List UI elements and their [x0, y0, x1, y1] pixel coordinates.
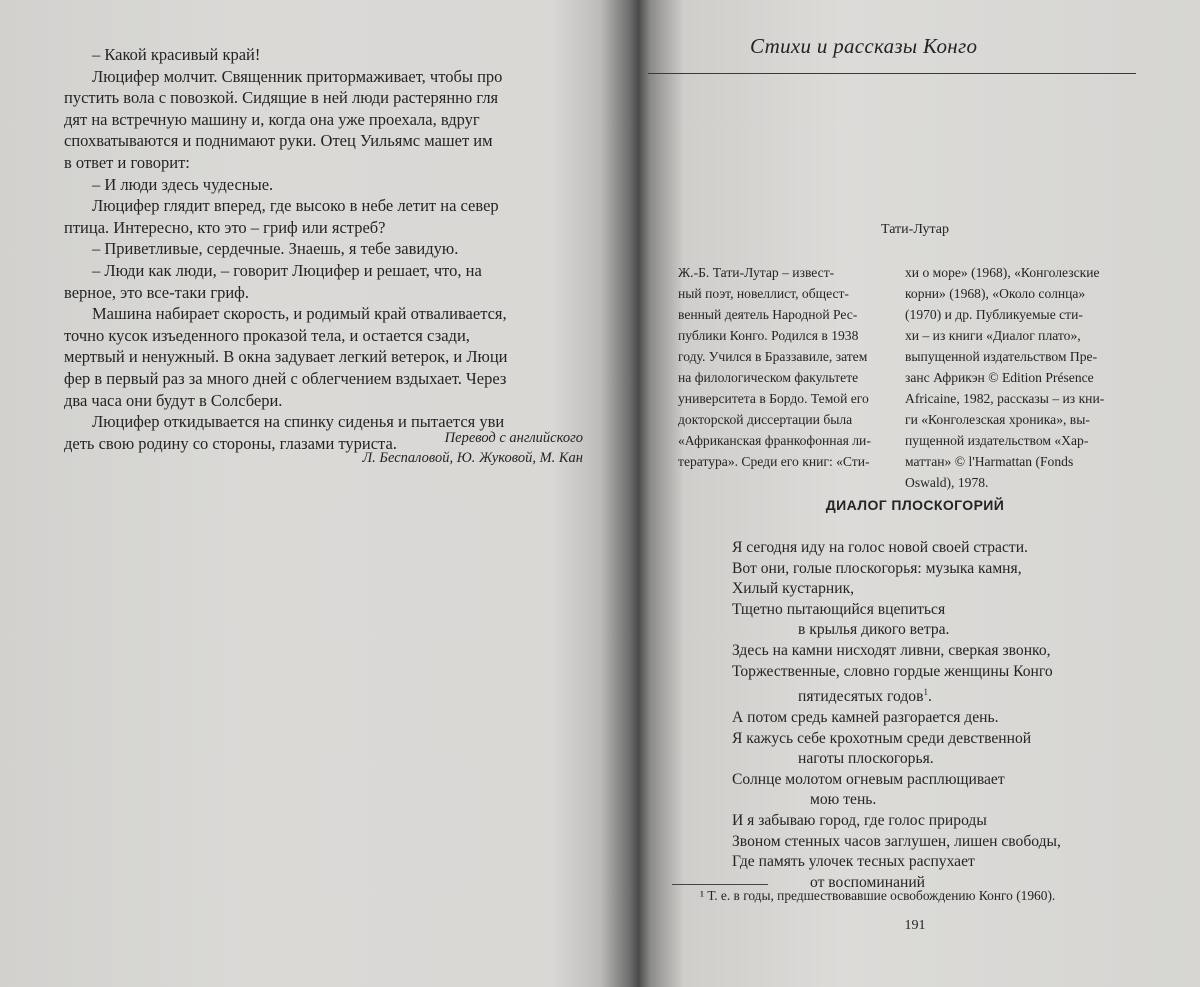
story-line: птица. Интересно, кто это – гриф или ястреб? — [64, 217, 386, 237]
poem-line-text: Вот они, голые плоскогорья: музыка камня, — [732, 559, 1022, 577]
poem-line-text: Здесь на камни нисходят ливни, сверкая звонко, — [732, 641, 1051, 659]
bio-line: году. Учился в Браззавиле, затем — [678, 349, 868, 364]
poem-line-text: пятидесятых годов — [798, 688, 924, 706]
bio-line: занс Африкэн © Edition Présence — [905, 370, 1094, 385]
poem-line-text: наготы плоскогорья. — [798, 750, 934, 768]
bio-line: выпущенной издательством Пре- — [905, 349, 1098, 364]
poem-line-text: Солнце молотом огневым расплющивает — [732, 770, 1005, 788]
poem-text — [732, 538, 1061, 893]
page-number: 191 — [904, 918, 926, 933]
poem-line-text: Звоном стенных часов заглушен, лишен свободы, — [732, 832, 1061, 850]
story-text — [64, 44, 508, 454]
poem-line-text: И я забываю город, где голос природы — [732, 811, 987, 829]
poem-line-text: Где память улочек тесных распухает — [732, 853, 975, 871]
author-heading: Тати-Лутар — [881, 222, 949, 237]
footnote-marker: 1 — [923, 687, 928, 698]
poem-line-text: Тщетно пытающийся вцепиться — [732, 600, 946, 618]
bio-line: хи о море» (1968), «Конголезские — [905, 265, 1100, 280]
story-line: верное, это все-таки гриф. — [64, 282, 249, 302]
poem-line-text: мою тень. — [810, 791, 877, 809]
poem-line-text: Я сегодня иду на голос новой своей страсти. — [732, 539, 1028, 556]
poem-line — [732, 770, 1061, 791]
poem-line — [732, 811, 1061, 832]
bio-line: университета в Бордо. Темой его — [678, 391, 869, 406]
poem-line-text: в крылья дикого ветра. — [798, 621, 950, 639]
right-page — [630, 0, 1200, 987]
bio-line: «Африканская франкофонная ли- — [678, 433, 871, 448]
bio-line: тература». Среди его книг: «Сти- — [678, 454, 870, 469]
footnote-rule — [672, 884, 768, 885]
bio-line: на филологическом факультете — [678, 370, 859, 385]
story-line: – Люди как люди, – говорит Люцифер и решает, что, на — [92, 260, 482, 280]
poem-line — [732, 682, 1061, 708]
header-rule — [648, 73, 1136, 74]
story-line: Люцифер откидывается на спинку сиденья и пытается уви — [92, 412, 505, 432]
poem-line — [732, 832, 1061, 853]
story-line: спохватываются и поднимают руки. Отец Уильямс машет им — [64, 131, 493, 151]
story-line: – Какой красивый край! — [92, 45, 261, 64]
bio-line: корни» (1968), «Около солнца» — [905, 286, 1086, 301]
bio-line: ный поэт, новеллист, общест- — [678, 286, 849, 301]
poem-line — [732, 641, 1061, 662]
bio-line: хи – из книги «Диалог плато», — [905, 328, 1081, 343]
story-line: Люцифер глядит вперед, где высоко в небе летит на север — [92, 196, 499, 216]
story-line: – Приветливые, сердечные. Знаешь, я тебе завидую. — [92, 239, 459, 259]
bio-line: маттан» © l'Harmattan (Fonds — [905, 454, 1074, 469]
bio-line: публики Конго. Родился в 1938 — [678, 328, 859, 343]
poem-line-text: от воспоминаний — [810, 873, 926, 891]
poem-line — [732, 729, 1061, 750]
running-head: Стихи и рассказы Конго — [750, 34, 978, 58]
poem-line-text: Торжественные, словно гордые женщины Конго — [732, 662, 1053, 680]
story-line: мертвый и ненужный. В окна задувает легкий ветерок, и Люци — [64, 347, 508, 367]
poem-line-text: А потом средь камней разгорается день. — [732, 708, 999, 726]
translator-credit — [362, 428, 583, 468]
bio-line: венный деятель Народной Рес- — [678, 307, 858, 322]
poem-line-text: Хилый кустарник, — [732, 580, 855, 598]
poem-line — [732, 790, 1061, 811]
bio-line: ги «Конголезская хроника», вы- — [905, 412, 1090, 427]
poem-line — [732, 708, 1061, 729]
translation-label: Перевод с английского — [444, 430, 583, 446]
poem-line-text: Я кажусь себе крохотным среди девственной — [732, 729, 1032, 747]
story-line: Люцифер молчит. Священник притормаживает, чтобы про — [92, 66, 503, 86]
poem-line — [732, 620, 1061, 641]
story-line: деть свою родину со стороны, глазами туриста. — [64, 433, 397, 453]
poem-line — [732, 662, 1061, 683]
translator-names: Л. Беспаловой, Ю. Жуковой, М. Кан — [362, 450, 583, 466]
poem-line — [732, 600, 1061, 621]
story-line: дят на встречную машину и, когда она уже проехала, вдруг — [64, 109, 480, 129]
story-line: пустить вола с повозкой. Сидящие в ней люди растерянно гля — [64, 88, 499, 108]
author-bio-column-1 — [678, 262, 886, 472]
story-line: – И люди здесь чудесные. — [92, 174, 274, 194]
story-line: два часа они будут в Солсбери. — [64, 390, 283, 410]
story-line: фер в первый раз за много дней с облегчением вздыхает. Через — [64, 368, 507, 388]
author-bio-column-2 — [905, 262, 1143, 493]
bio-line: Africaine, 1982, рассказы – из кни- — [905, 391, 1105, 406]
poem-line — [732, 749, 1061, 770]
bio-line: докторской диссертации была — [678, 412, 853, 427]
poem-line — [732, 579, 1061, 600]
poem-line — [732, 852, 1061, 873]
poem-line — [732, 538, 1061, 559]
story-line: Машина набирает скорость, и родимый край отваливается, — [92, 304, 507, 324]
poem-title: ДИАЛОГ ПЛОСКОГОРИЙ — [825, 497, 1005, 513]
bio-line: пущенной издательством «Хар- — [905, 433, 1089, 448]
bio-line: Ж.-Б. Тати-Лутар – извест- — [678, 265, 835, 280]
story-line: в ответ и говорит: — [64, 152, 190, 172]
bio-line: Oswald), 1978. — [905, 475, 989, 490]
poem-line-tail: . — [927, 688, 932, 706]
poem-line — [732, 559, 1061, 580]
footnote: ¹ Т. е. в годы, предшествовавшие освобождению Конго (1960). — [700, 888, 1056, 903]
bio-line: (1970) и др. Публикуемые сти- — [905, 307, 1083, 322]
story-line: точно кусок изъеденного проказой тела, и остается сзади, — [64, 325, 470, 345]
